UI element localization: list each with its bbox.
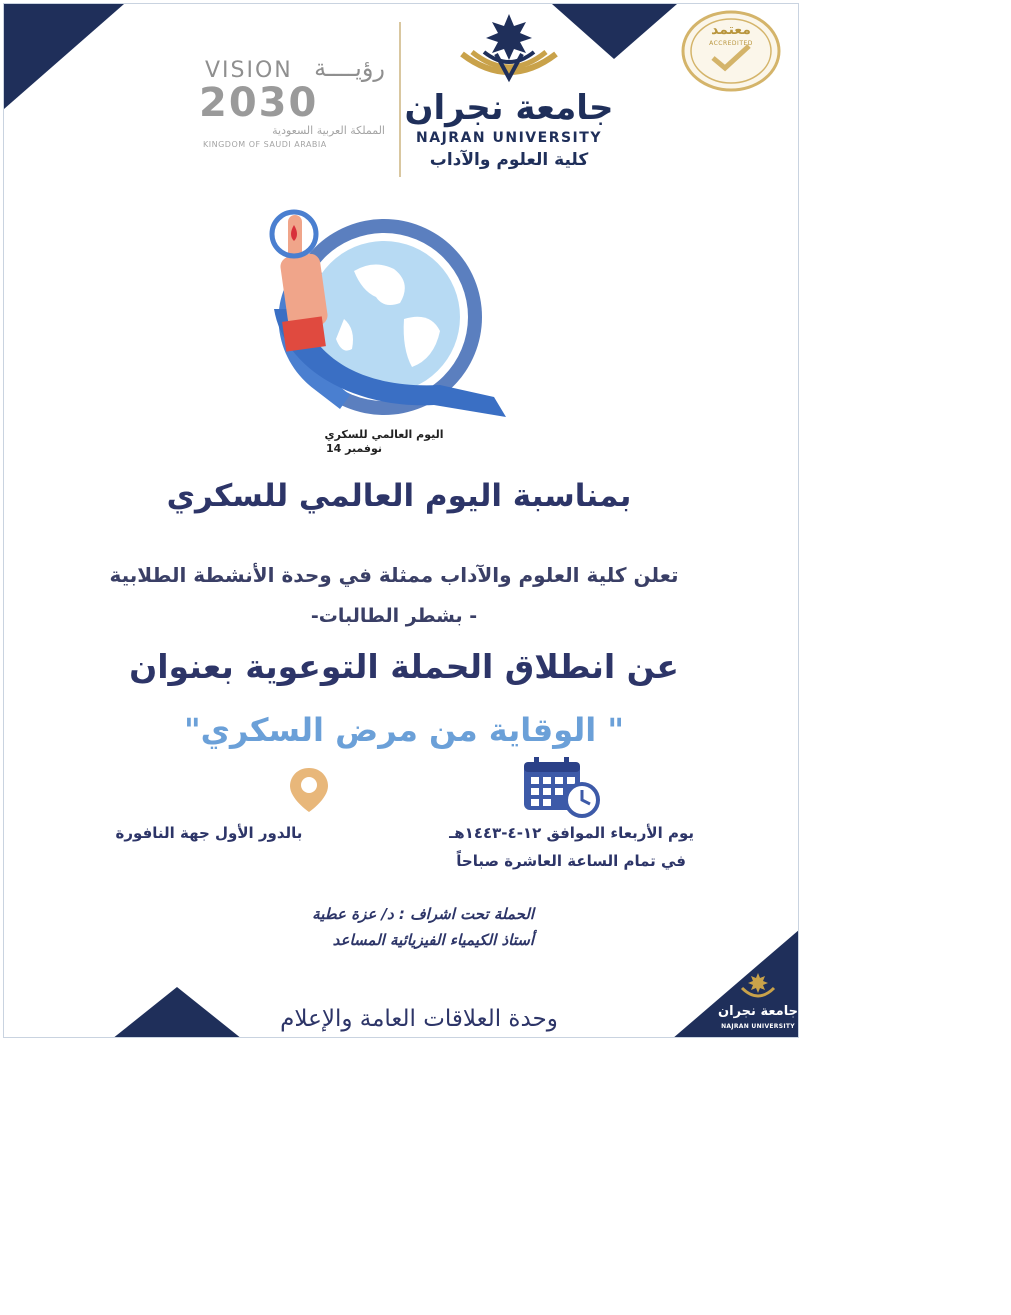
university-emblem-icon: [454, 12, 564, 90]
vision-label: VISION: [205, 58, 293, 83]
announcement-line-2: - بشطر الطالبات-: [310, 605, 478, 627]
event-location: بالدور الأول جهة النافورة: [115, 824, 303, 842]
location-pin-icon: [286, 766, 332, 814]
event-time: في تمام الساعة العاشرة صباحاً: [456, 852, 686, 870]
hero-caption-date: نوفمبر 14: [325, 442, 383, 455]
vision-2030-logo: [199, 54, 399, 154]
header-divider: [399, 22, 401, 177]
footer-university-logo: [716, 972, 799, 1036]
najran-university-logo: [404, 12, 614, 182]
vision-kingdom-en: KINGDOM OF SAUDI ARABIA: [203, 140, 327, 149]
footer-emblem-icon: [738, 972, 778, 1002]
campaign-supervisor: الحملة تحت اشراف : د/ عزة عطية: [312, 905, 534, 923]
diabetes-awareness-illustration: [244, 199, 524, 429]
accreditation-label-en: ACCREDITED: [709, 40, 753, 47]
hero-caption-title: اليوم العالمي للسكري: [324, 428, 444, 441]
event-date: يوم الأربعاء الموافق ١٢-٤-١٤٤٣هـ: [449, 824, 694, 842]
vision-kingdom-ar: المملكة العربية السعودية: [272, 124, 385, 137]
university-name-en: NAJRAN UNIVERSITY: [416, 130, 602, 146]
corner-top-left: [4, 4, 124, 114]
footer-logo-en: NAJRAN UNIVERSITY: [721, 1023, 795, 1030]
footer-unit-name: وحدة العلاقات العامة والإعلام: [280, 1006, 558, 1032]
accreditation-label-ar: معتمد: [711, 22, 751, 38]
campaign-title: " الوقاية من مرض السكري": [183, 711, 625, 749]
occasion-heading: بمناسبة اليوم العالمي للسكري: [166, 478, 632, 514]
college-name: كلية العلوم والآداب: [429, 150, 589, 170]
vision-year: 2030: [199, 80, 319, 126]
calendar-clock-icon: [522, 756, 602, 818]
accreditation-seal: [681, 10, 781, 92]
vision-ruya-label: رؤيــــة: [314, 54, 385, 82]
announcement-line-1: تعلن كلية العلوم والآداب ممثلة في وحدة الأنشطة الطلابية: [109, 563, 679, 587]
poster: [3, 3, 799, 1038]
campaign-intro-heading: عن انطلاق الحملة التوعوية بعنوان: [129, 647, 679, 686]
footer-logo-ar: جامعة نجران: [718, 1004, 798, 1019]
university-name-ar: جامعة نجران: [404, 88, 614, 128]
supervisor-title: أستاذ الكيمياء الفيزيائية المساعد: [332, 931, 534, 949]
